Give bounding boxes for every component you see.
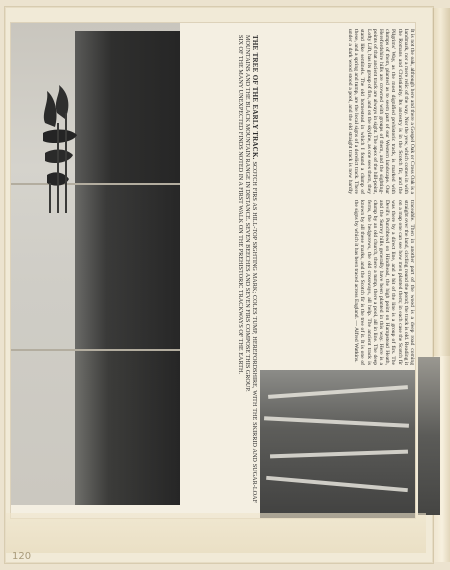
page-number: 120	[12, 551, 32, 562]
woodland-photograph	[260, 370, 415, 518]
adjacent-photograph-edge	[418, 357, 440, 515]
article-text: It is not the oak, although here and there a Gospel Oak or Cross Oak is a landmark, nor a mere relic of the way. Nor the yew, which comes in with the Romans and Christianity. Its ancestry is in the Scotch fir, and the Pilgrims' Way, as the most dignified prehistoric track, is marked with clumps of them, planted as to seem part of our Western landscape. Our Herefordshire hills are crowned with groups of them, and the sighting-points of that ancient track are always in sight. The apex of the hill-point, Lofty Lift, has its group of firs, and on the skyline, as one sees them, they stand like sentinels. The old homestead in which I found a clump of these, and a spring and tump, are the local signs of a derelict track. There under a dark wood stood a pool, and the old straight track is now hardly traceable. Then in another part of the wood is a deep road coming straight over the land, circling round the pond; the track is old. Reading it on a map one can see how men planted them; in each case the Scotch fir was there by a direct line, and a bit of the line is a group of firs. The Devil's Punchbowl on Hindhead, the high point on Hampstead Heath, and the Surrey hills generally have been planted in this way. Here is a clump by an old church, there a tump, there a pool, all in line. The deep ferns, the hedgerows, the old crossways, all help. The ancient track is known by all these marks, and the Scotch fir is the tree of it. It is one of the signs by which it has been traced across England. — Alfred Watkins.	[346, 29, 415, 365]
caption-title: THE TREE OF THE EARLY TRACK.	[251, 35, 259, 160]
forest-band	[75, 31, 180, 183]
adhesive-tape	[6, 513, 426, 553]
page-stack-edge	[433, 8, 450, 356]
photo-caption	[182, 35, 258, 505]
forest-band	[75, 349, 180, 505]
caption-subtext: SIX OF THE MANY UNEXPECTED FINDS NOTED IN A FIRST WALK ON THE PREHISTORIC TRACKWAYS OF THE EARTH.	[236, 35, 244, 375]
landscape-photograph	[11, 23, 180, 505]
article-body	[262, 23, 415, 369]
forest-band	[75, 183, 180, 349]
photo-seam	[11, 183, 180, 185]
photo-seam	[11, 349, 180, 351]
fir-tree-group-icon	[39, 83, 79, 223]
caption-text: SCOTCH FIRS AS HILL-TOP SIGHTING MARK; COLES TUMP, HEREFORDSHIRE, WITH THE SKIRRID AND SUGAR-LOAF MOUNTAINS AND THE BLACK MOUNTAIN RANGE IN DISTANCE. SEVEN BEECHES AND SEVEN FIRS COMPOSE THIS GROUP.	[243, 35, 258, 504]
newspaper-clipping	[10, 22, 416, 519]
